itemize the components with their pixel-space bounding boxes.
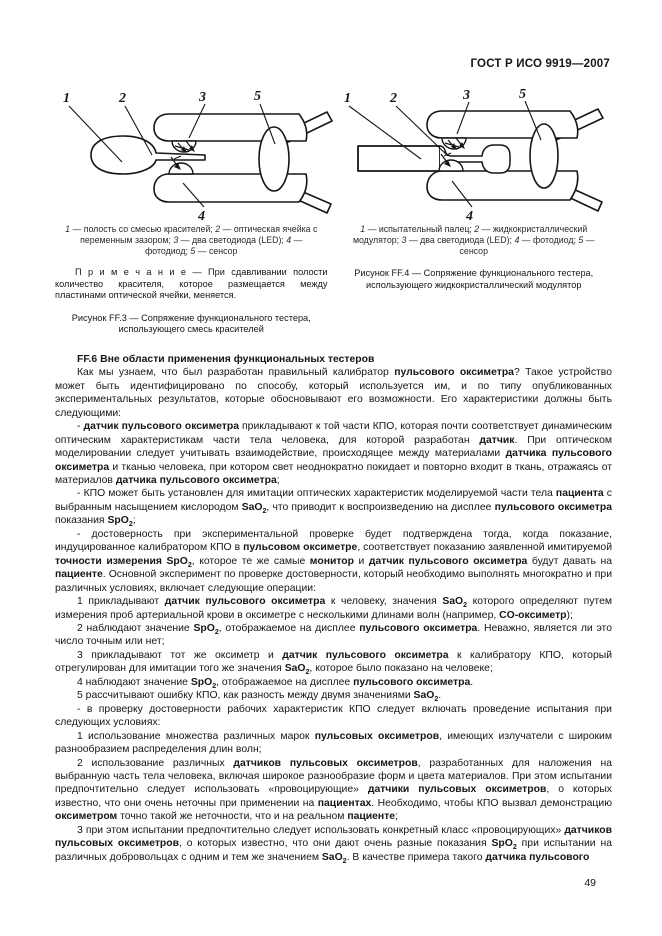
body-paragraph: 2 наблюдают значение SpO$_2$, отображаемое на дисплее пульсового оксиметра. Неважно, является ли это число точным или нет; — [55, 622, 612, 648]
body-paragraph: 1 использование множества различных марок пульсовых оксиметров, имеющих излучатели с широким разнообразием распределения длин волн; — [55, 730, 612, 756]
figure-ff4-caption: Рисунок FF.4 — Сопряжение функционального тестера, использующего жидкокристаллический модулятор — [354, 268, 594, 290]
figure-ff4-legend: 1 — испытательный палец; 2 — жидкокристаллический модулятор; 3 — два светодиода (LED); 4 — фотодиод; 5 — сенсор — [352, 224, 595, 256]
sensor-ring — [259, 127, 289, 191]
body-paragraph: Как мы узнаем, что был разработан правильный калибратор пульсового оксиметра? Такое устройство может быть идентифицировано по способу, который используется им, и по типу опубликованных экспериментальных результатов, которые обосновывают его возможности. Его характеристики должны быть следующими: — [55, 367, 612, 419]
callout-2: 2 — [119, 91, 126, 106]
clamp-upper-jaw — [427, 111, 578, 138]
section-heading: FF.6 Вне области применения функциональных тестеров — [77, 353, 375, 365]
figure-ff4-diagram — [336, 86, 626, 221]
callout-2: 2 — [389, 91, 397, 106]
body-paragraph: 4 наблюдают значение SpO$_2$, отображаемое на дисплее пульсового оксиметра. — [77, 676, 474, 690]
page-number: 49 — [584, 877, 596, 890]
standard-designation: ГОСТ Р ИСО 9919—2007 — [470, 58, 610, 70]
section-ff6 — [55, 353, 612, 864]
photodiode-bump — [169, 163, 193, 174]
body-paragraph: 5 рассчитывают ошибку КПО, как разность между двумя значениями SaO$_2$. — [77, 690, 442, 704]
body-paragraph: - КПО может быть установлен для имитации оптических характеристик моделируемой части тела пациента с выбранным насыщением кислородом SaO$_2$, что приводит к воспроизведению на дисплее пульсового оксиметра показания SpO$_2$; — [55, 488, 612, 529]
body-paragraph: - достоверность при экспериментальной проверке будет подтверждена тогда, когда показание, индуцированное калибратором КПО в пульсовом оксиметре, соответствует показанию заявленной имитируемой точности измерения SpO$_2$, которое те же самые монитор и датчик пульсового оксиметра будут давать на пациенте. Основной эксперимент по проверке достоверности, который необходимо выполнять многократно и при различных условиях, включает следующие операции: — [55, 528, 613, 594]
figure-ff3-legend: 1 — полость со смесью красителей; 2 — оптическая ячейка с переменным зазором; 3 — два светодиода (LED); 4 — фотодиод; 5 — сенсор — [65, 224, 318, 256]
body-paragraph: 3 прикладывают тот же оксиметр и датчик пульсового оксиметра к калибратору КПО, который отрегулирован для имитации того же значения SaO$_2$, которое было показано на человеке; — [55, 649, 612, 677]
figure-ff3-note: П р и м е ч а н и е — При сдавливании полости количество красителя, которое размещается между пластинами оптической ячейки, меняется. — [55, 267, 328, 301]
body-paragraph: 3 при этом испытании предпочтительно следует использовать конкретный класс «провоцирующих» датчиков пульсовых оксиметров, о которых известно, что они дают очень разные показания SpO$_2$ при испытании на различных добровольцах с одним и тем же значением SaO$_2$. В качестве примера такого датчика пульсового — [55, 824, 612, 865]
callout-1: 1 — [63, 91, 70, 106]
callout-3: 3 — [462, 88, 470, 103]
test-finger-bar — [358, 146, 440, 171]
figures-row — [55, 86, 612, 336]
body-paragraph: 2 использование различных датчиков пульсовых оксиметров, разработанных для наложения на выбранную часть тела человека, включая широкое разнообразие форм и цвета материалов. При этом испытании предпочтительно следует использовать «провоцирующие» датчики пульсовых оксиметров, о которых известно, что они очень неточны при применении на пациентах. Необходимо, чтобы КПО вызвал демонстрацию оксиметром точно такой же неточности, что и на реальном пациенте; — [55, 757, 612, 823]
callout-3: 3 — [199, 90, 206, 105]
callout-4: 4 — [198, 209, 205, 221]
figure-ff4-block — [334, 86, 613, 291]
body-paragraph: - в проверку достоверности рабочих характеристик КПО следует включать проведение испытания при следующих условиях: — [55, 703, 612, 729]
callout-5: 5 — [254, 89, 261, 104]
body-paragraph: - датчик пульсового оксиметра прикладывают к той части КПО, которая почти соответствует динамическим оптическим характеристикам части тела человека, для которой разработан датчик. При оптическом моделировании следует учитывать взаимодействие, происходящее между материалами датчика пульсового оксиметра и тканью человека, при котором свет неоднократно покидает и повторно входит в ткань, отражаясь от материалов датчика пульсового оксиметра; — [55, 421, 612, 486]
sensor-ring — [530, 124, 558, 188]
figure-ff3-block — [55, 86, 334, 336]
body-paragraph: 1 прикладывают датчик пульсового оксиметра к человеку, значения SaO$_2$ которого определяют путем измерения проб артериальной крови в оксиметре с несколькими длинами волн (например, CO-оксиметр); — [55, 596, 612, 621]
callout-5: 5 — [518, 87, 526, 102]
callout-4: 4 — [465, 209, 473, 221]
figure-ff3-diagram — [55, 86, 335, 221]
callout-1: 1 — [343, 91, 351, 106]
figure-ff3-caption: Рисунок FF.3 — Сопряжение функционального тестера, использующего смесь красителей — [71, 312, 311, 335]
